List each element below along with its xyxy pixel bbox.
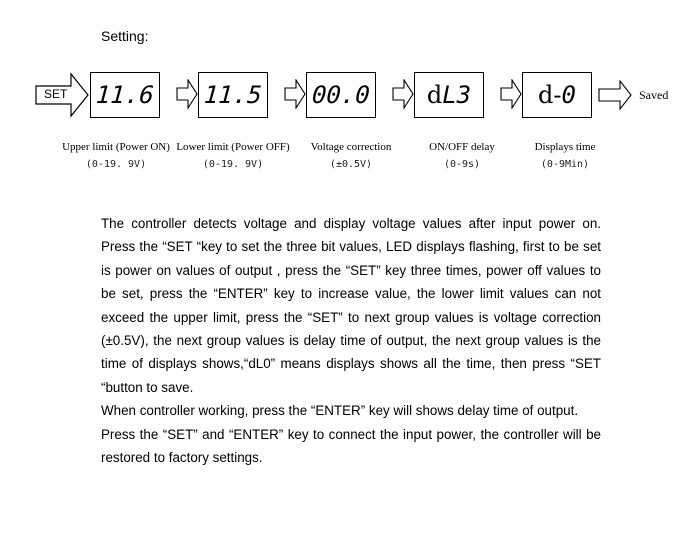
caption-range: (±0.5V) (329, 159, 373, 170)
caption-title: Upper limit (Power ON) (62, 141, 170, 153)
display-upper-limit (90, 72, 160, 118)
display-lower-limit (198, 72, 268, 118)
paragraph: Press the “SET” and “ENTER” key to connect the input power, the controller will be restored to factory settings. (101, 426, 601, 466)
caption-title: Displays time (534, 141, 596, 153)
caption-range: (0-9s) (443, 159, 481, 170)
caption-range: (0-19. 9V) (202, 159, 264, 170)
paragraph: When controller working, press the “ENTER” key will shows delay time of output. (101, 403, 579, 419)
caption-lower-limit (174, 139, 292, 173)
display-value: 11.6 (95, 81, 155, 109)
display-value: 00.0 (311, 81, 371, 109)
display-on-off-delay (414, 72, 484, 118)
caption-range: (0-9Min) (540, 159, 590, 170)
caption-range: (0-19. 9V) (85, 159, 147, 170)
caption-title: ON/OFF delay (429, 141, 495, 153)
caption-voltage-correction (296, 139, 406, 173)
end-label: Saved (639, 88, 669, 102)
display-time (522, 72, 592, 118)
setting-flow-diagram (0, 0, 694, 200)
end-arrow-icon (598, 80, 632, 110)
setting-heading: Setting: (101, 28, 149, 44)
paragraph: The controller detects voltage and display voltage values after input power on. Press the “SET “key to set the three bit values, LED displays flashing, first to be set is power on values of output , press the “SET” key three times, power off values to be set, press the “ENTER” key to increase value, the lower limit values can not exceed the upper limit, press the “SET” to next group values is voltage correction (±0.5V), the next group values is delay time of output, the next group values is the time of displays shows,“dL0” means displays shows all the time, then press “SET “button to save. (101, 216, 601, 395)
display-voltage-correction (306, 72, 376, 118)
caption-title: Voltage correction (310, 141, 392, 153)
caption-display-time (516, 139, 614, 173)
step-arrow-icon (500, 79, 522, 109)
caption-on-off-delay (412, 139, 512, 173)
display-value: d-0 (538, 81, 576, 109)
display-value: dL3 (426, 81, 472, 109)
step-arrow-icon (176, 79, 198, 109)
caption-title: Lower limit (Power OFF) (176, 141, 290, 153)
step-arrow-icon (284, 79, 306, 109)
display-value: 11.5 (203, 81, 263, 109)
instructions-text (101, 212, 601, 469)
step-arrow-icon (392, 79, 414, 109)
caption-upper-limit (58, 139, 174, 173)
start-label: SET (44, 87, 68, 101)
